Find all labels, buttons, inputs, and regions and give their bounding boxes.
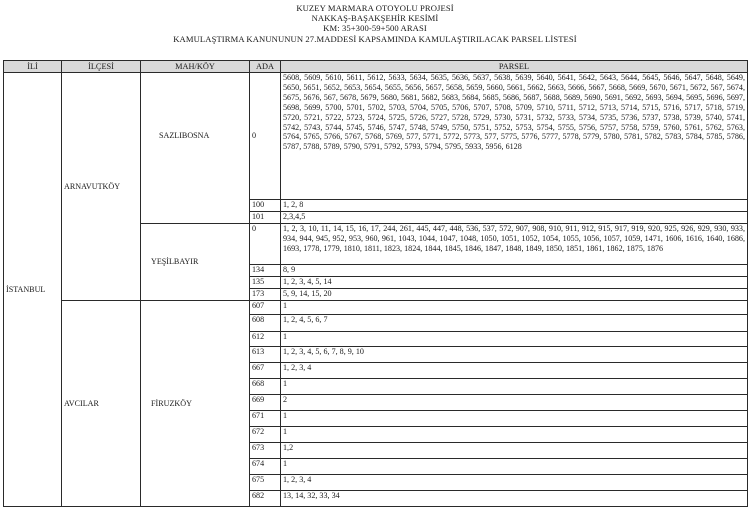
ada-cell: 608 bbox=[250, 315, 281, 332]
ada-cell: 682 bbox=[250, 491, 281, 507]
ada-cell: 612 bbox=[250, 332, 281, 347]
il-cell: İSTANBUL bbox=[4, 73, 62, 507]
col-header-il: İLİ bbox=[4, 61, 62, 73]
ada-cell: 100 bbox=[250, 200, 281, 212]
parsel-cell: 1 bbox=[281, 301, 748, 315]
parsel-cell: 13, 14, 32, 33, 34 bbox=[281, 491, 748, 507]
parsel-cell: 1 bbox=[281, 459, 748, 475]
ada-cell: 671 bbox=[250, 411, 281, 427]
parsel-cell: 1, 2, 3, 4 bbox=[281, 475, 748, 491]
header-km-range: KM: 35+300-59+500 ARASI bbox=[323, 23, 427, 34]
ada-cell: 667 bbox=[250, 363, 281, 379]
col-header-ada: ADA bbox=[250, 61, 281, 73]
parsel-cell: 5, 9, 14, 15, 20 bbox=[281, 289, 748, 301]
ada-cell: 173 bbox=[250, 289, 281, 301]
mahalle-cell-yesilbayir: YEŞİLBAYIR bbox=[141, 224, 250, 301]
parsel-cell: 1, 2, 3, 4 bbox=[281, 363, 748, 379]
table-row bbox=[4, 73, 748, 200]
parsel-cell: 1, 2, 3, 4, 5, 14 bbox=[281, 277, 748, 289]
header-list-title: KAMULAŞTIRMA KANUNUNUN 27.MADDESİ KAPSAMINDA KAMULAŞTIRILACAK PARSEL LİSTESİ bbox=[173, 33, 577, 44]
parsel-cell: 1, 2, 3, 4, 5, 6, 7, 8, 9, 10 bbox=[281, 347, 748, 363]
col-header-mahalle: MAH/KÖY bbox=[141, 61, 250, 73]
parsel-cell: 1, 2, 3, 10, 11, 14, 15, 16, 17, 244, 261, 445, 447, 448, 536, 537, 572, 907, 908, 910, 911, 912, 915, 917, 919, 920, 925, 926, 929, 930, 933, 934, 944, 945, 952, 953, 960, 961, 1043, 1044, 1047, 1048, 1050, 1051, 1052, 1054, 1055, 1056, 1057, 1059, 1471, 1606, 1616, 1640, 1686, 1693, 1778, 1779, 1810, 1811, 1823, 1824, 1844, 1845, 1846, 1847, 1848, 1849, 1850, 1851, 1861, 1862, 1875, 1876 bbox=[281, 224, 748, 265]
parsel-cell: 8, 9 bbox=[281, 265, 748, 277]
ilce-cell-arnavutkoy: ARNAVUTKÖY bbox=[62, 73, 141, 301]
header-project-title: KUZEY MARMARA OTOYOLU PROJESİ bbox=[296, 3, 454, 13]
ada-cell: 134 bbox=[250, 265, 281, 277]
ada-cell: 668 bbox=[250, 379, 281, 395]
parsel-cell: 1, 2, 8 bbox=[281, 200, 748, 212]
parsel-cell: 1, 2, 4, 5, 6, 7 bbox=[281, 315, 748, 332]
table-row bbox=[4, 301, 748, 315]
ada-cell: 675 bbox=[250, 475, 281, 491]
parsel-cell: 2 bbox=[281, 395, 748, 411]
header-section: NAKKAŞ-BAŞAKŞEHİR KESİMİ bbox=[311, 13, 439, 24]
table-header-row bbox=[4, 61, 748, 73]
parsel-cell: 1,2 bbox=[281, 443, 748, 459]
ada-cell: 672 bbox=[250, 427, 281, 443]
parsel-cell: 5608, 5609, 5610, 5611, 5612, 5633, 5634, 5635, 5636, 5637, 5638, 5639, 5640, 5641, 5642, 5643, 5644, 5645, 5646, 5647, 5648, 5649, 5650, 5651, 5652, 5653, 5654, 5655, 5656, 5657, 5658, 5659, 5660, 5661, 5662, 5663, 5666, 5667, 5668, 5669, 5670, 5671, 5672, 567, 5674, 5675, 5676, 567, 5678, 5679, 5680, 5681, 5682, 5683, 5684, 5685, 5686, 5687, 5688, 5689, 5690, 5691, 5692, 5693, 5694, 5695, 5696, 5697, 5698, 5699, 5700, 5701, 5702, 5703, 5704, 5705, 5706, 5707, 5708, 5709, 5710, 5711, 5712, 5713, 5714, 5715, 5716, 5717, 5718, 5719, 5720, 5721, 5722, 5723, 5724, 5725, 5726, 5727, 5728, 5729, 5730, 5731, 5732, 5733, 5734, 5735, 5736, 5737, 5738, 5739, 5740, 5741, 5742, 5743, 5744, 5745, 5746, 5747, 5748, 5749, 5750, 5751, 5752, 5753, 5754, 5755, 5756, 5757, 5758, 5759, 5760, 5761, 5762, 5763, 5764, 5765, 5766, 5767, 5768, 5769, 577, 5771, 5772, 5773, 577, 5775, 5776, 5777, 5778, 5779, 5780, 5781, 5782, 5783, 5784, 5785, 5786, 5787, 5788, 5789, 5790, 5791, 5792, 5793, 5794, 5795, 5933, 5956, 6128 bbox=[281, 73, 748, 200]
ada-cell: 674 bbox=[250, 459, 281, 475]
ada-cell: 613 bbox=[250, 347, 281, 363]
ada-cell: 0 bbox=[250, 224, 281, 265]
col-header-ilce: İLÇESİ bbox=[62, 61, 141, 73]
mahalle-cell-sazlibosna: SAZLIBOSNA bbox=[141, 73, 250, 224]
ilce-cell-avcilar: AVCILAR bbox=[62, 301, 141, 507]
ada-cell: 0 bbox=[250, 73, 281, 200]
document-header bbox=[0, 0, 750, 44]
ada-cell: 135 bbox=[250, 277, 281, 289]
col-header-parsel: PARSEL bbox=[281, 61, 748, 73]
parsel-cell: 1 bbox=[281, 379, 748, 395]
ada-cell: 101 bbox=[250, 212, 281, 224]
mahalle-cell-firuzkoy: FİRUZKÖY bbox=[141, 301, 250, 507]
parsel-cell: 1 bbox=[281, 427, 748, 443]
parsel-cell: 2,3,4,5 bbox=[281, 212, 748, 224]
parcel-table bbox=[3, 60, 748, 507]
ada-cell: 607 bbox=[250, 301, 281, 315]
ada-cell: 669 bbox=[250, 395, 281, 411]
ada-cell: 673 bbox=[250, 443, 281, 459]
parsel-cell: 1 bbox=[281, 332, 748, 347]
parsel-cell: 1 bbox=[281, 411, 748, 427]
